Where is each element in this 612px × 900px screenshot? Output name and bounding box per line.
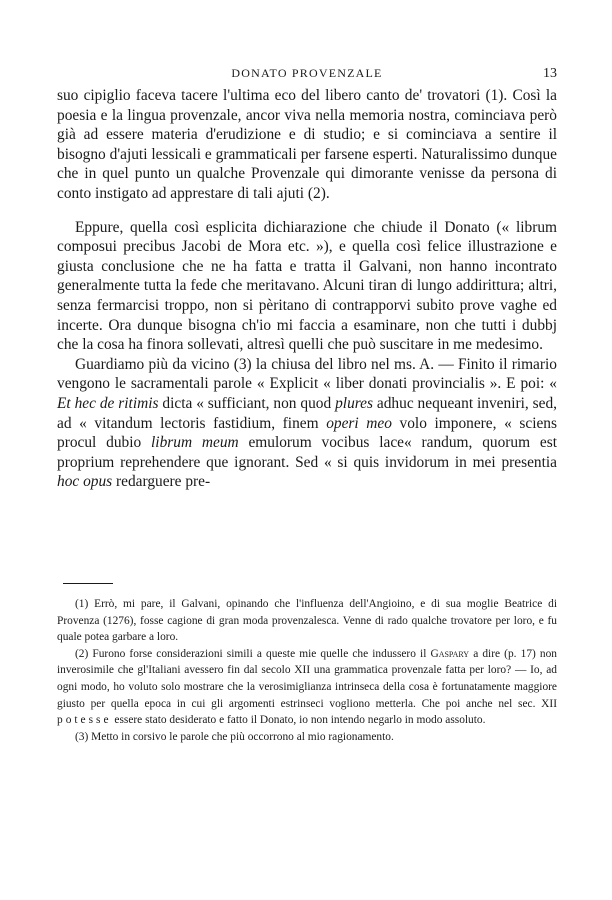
- page-number: 13: [543, 66, 557, 81]
- paragraph-2: [57, 218, 557, 355]
- italic-phrase: Et hec de ritimis: [57, 394, 159, 412]
- italic-phrase: librum meum: [151, 434, 239, 452]
- author-name: Gaspary: [430, 647, 470, 660]
- paragraph-3-text: dicta « sufficiant, non quod: [158, 394, 336, 412]
- paragraph-3-text: adhuc nequeant inveniri, sed, ad « vitandum lectoris fastidium, finem: [57, 394, 558, 432]
- paragraph-3-text: volo imponere, « sciens procul dubio: [57, 414, 557, 452]
- footnotes: [57, 596, 557, 745]
- footnote-2-text: a dire (p. 17) non inverosimile che gl'Italiani avessero fin dal secolo XII una grammatica provenzale fatta per loro? — Io, ad ogni modo, ho voluto solo mostrare che la verosimiglianza intrinseca della cosa è fortunatamente maggiore giusto per quella epoca in cui gli argomenti estrinseci vogliono metterla. Che poi anche nel sec. XII: [57, 647, 557, 710]
- running-header: [57, 66, 557, 84]
- footnote-2: [57, 646, 557, 729]
- paragraph-3-text: redarguere pre-: [112, 473, 211, 491]
- italic-phrase: operi meo: [326, 414, 392, 432]
- footnote-3: (3) Metto in corsivo le parole che più occorrono al mio ragionamento.: [75, 730, 394, 743]
- paragraph-1-text: suo cipiglio faceva tacere l'ultima eco del libero canto de' trovatori (1). Così la poesia e la lingua provenzale, ancor viva nella memoria nostra, cominciava però già ad essere materia d'erudizione e di studio; e si cominciava a sentire il bisogno d'ajuti lessicali e grammaticali per farsene esperti. Naturalissimo dunque che in quel punto un qualche Provenzale qui dimorante venisse da persona di conto instigato ad apprestare di tali ajuti (2).: [57, 87, 557, 202]
- footnote-2-text: essere stato desiderato e fatto il Donato, io non intendo negarlo in modo assoluto.: [111, 714, 486, 727]
- paragraph-3-text: emulorum vocibus lace« randum, quorum est proprium reprehendere que ignorant. Sed « si quis invidorum in mei presentia: [57, 434, 557, 471]
- main-text: [57, 86, 557, 492]
- footnote-1: (1) Errò, mi pare, il Galvani, opinando che l'influenza dell'Angioino, e di sua moglie Beatrice di Provenza (1276), fosse cagione di gran moda provenzalesca. Venne di rado qualche trovatore per loro, e fu quale potea garbare a loro.: [57, 598, 557, 644]
- spaced-word: potesse: [57, 714, 112, 727]
- paragraph-3-text: Guardiamo più da vicino (3) la chiusa del libro nel ms. A. — Finito il rimario vengono le sacramentali parole « Explicit « liber donati provincialis ». E poi: «: [57, 355, 557, 393]
- footnote-2-text: (2) Furono forse considerazioni simili a queste mie quelle che indussero il: [75, 647, 431, 660]
- footnote-separator: [63, 583, 113, 584]
- italic-phrase: plures: [335, 394, 373, 412]
- paragraph-3: [57, 355, 557, 492]
- paragraph-1: [57, 86, 557, 204]
- italic-phrase: hoc opus: [57, 473, 113, 491]
- running-title: DONATO PROVENZALE: [231, 66, 383, 80]
- paragraph-2-text: Eppure, quella così esplicita dichiarazione che chiude il Donato (« librum composui precibus Jacobi de Mora etc. »), e quella così felice illustrazione e giusta conclusione che ne ha fatta e tratta il Galvani, non hanno incontrato generalmente tutta la fede che meritavano. Alcuni tiran di lungo addirittura; altri, senza fermarcisi troppo, non si pèritano di contrapporvi subito prove vaghe ed incerte. Ora dunque bisogna ch'io mi faccia a esaminare, non che tutti i dubbj che la cosa ha finora sollevati, altresì quelli che può suscitare in me medesimo.: [57, 218, 557, 354]
